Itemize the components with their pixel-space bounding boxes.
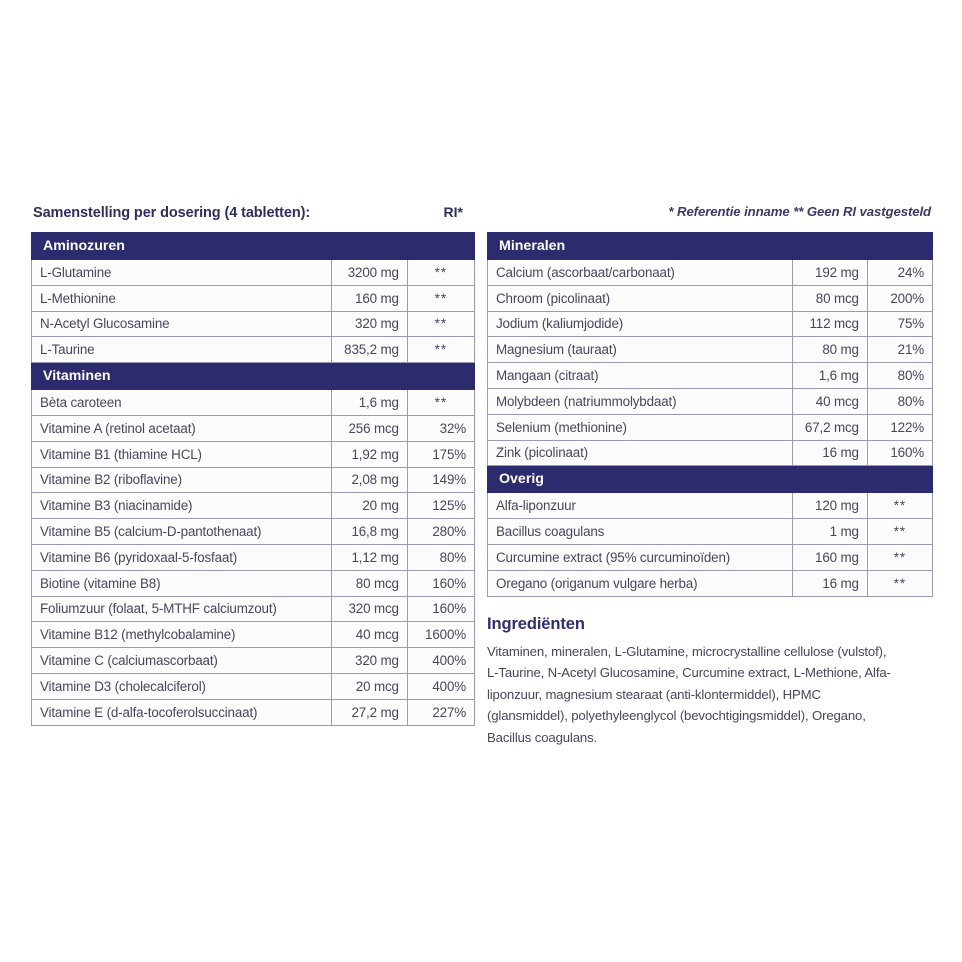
nutrient-ri-value: 80% xyxy=(407,544,474,570)
nutrient-amount: 3200 mg xyxy=(331,260,407,286)
table-row xyxy=(488,519,933,545)
nutrient-ri-value: ** xyxy=(867,570,932,596)
nutrient-amount: 835,2 mg xyxy=(331,337,407,363)
nutrient-ri-value: 125% xyxy=(407,493,474,519)
section-title: Overig xyxy=(488,466,933,493)
section-header-row xyxy=(32,363,475,390)
table-row xyxy=(32,596,475,622)
nutrient-ri-value: ** xyxy=(867,519,932,545)
nutrient-ri-value: ** xyxy=(867,493,932,519)
nutrient-amount: 320 mg xyxy=(331,648,407,674)
ingredients-heading: Ingrediënten xyxy=(487,614,585,633)
nutrient-ri-value: 400% xyxy=(407,673,474,699)
nutrient-name: Bèta caroteen xyxy=(32,390,332,416)
nutrient-ri-value: 149% xyxy=(407,467,474,493)
table-row xyxy=(488,388,933,414)
nutrient-ri-value: 227% xyxy=(407,699,474,725)
table-row xyxy=(32,519,475,545)
table-row xyxy=(32,415,475,441)
nutrient-ri-value: 122% xyxy=(867,414,932,440)
nutrient-amount: 16,8 mg xyxy=(331,519,407,545)
nutrient-ri-value: 80% xyxy=(867,363,932,389)
nutrient-amount: 160 mg xyxy=(792,544,867,570)
nutrient-name: L-Taurine xyxy=(32,337,332,363)
section-header-row xyxy=(488,466,933,493)
nutrient-amount: 2,08 mg xyxy=(331,467,407,493)
nutrient-amount: 1 mg xyxy=(792,519,867,545)
nutrient-name: Molybdeen (natriummolybdaat) xyxy=(488,388,793,414)
ri-column-label: RI* xyxy=(443,204,463,220)
nutrient-amount: 16 mg xyxy=(792,440,867,466)
section-title: Aminozuren xyxy=(32,233,475,260)
section-title: Vitaminen xyxy=(32,363,475,390)
nutrient-name: Alfa-liponzuur xyxy=(488,493,793,519)
nutrient-amount: 160 mg xyxy=(331,285,407,311)
nutrient-amount: 20 mcg xyxy=(331,673,407,699)
table-row xyxy=(32,570,475,596)
nutrient-amount: 120 mg xyxy=(792,493,867,519)
composition-title: Samenstelling per dosering (4 tabletten): xyxy=(33,205,311,221)
table-row xyxy=(488,414,933,440)
nutrient-name: Curcumine extract (95% curcuminoïden) xyxy=(488,544,793,570)
table-row xyxy=(32,337,475,363)
nutrient-amount: 67,2 mcg xyxy=(792,414,867,440)
table-row xyxy=(488,493,933,519)
nutrient-ri-value: 160% xyxy=(407,596,474,622)
nutrient-name: Vitamine B5 (calcium-D-pantothenaat) xyxy=(32,519,332,545)
table-row xyxy=(488,544,933,570)
table-row xyxy=(32,311,475,337)
table-row xyxy=(32,622,475,648)
nutrient-ri-value: 200% xyxy=(867,285,932,311)
ingredients-section xyxy=(487,615,933,749)
nutrient-name: Bacillus coagulans xyxy=(488,519,793,545)
right-caption-row xyxy=(487,204,933,232)
left-panel xyxy=(31,204,475,726)
nutrient-ri-value: 160% xyxy=(867,440,932,466)
nutrient-name: N-Acetyl Glucosamine xyxy=(32,311,332,337)
nutrient-ri-value: 400% xyxy=(407,648,474,674)
nutrient-amount: 20 mg xyxy=(331,493,407,519)
nutrient-name: Oregano (origanum vulgare herba) xyxy=(488,570,793,596)
nutrient-amount: 27,2 mg xyxy=(331,699,407,725)
table-row xyxy=(32,699,475,725)
table-row xyxy=(488,440,933,466)
nutrient-name: Vitamine A (retinol acetaat) xyxy=(32,415,332,441)
table-row xyxy=(488,285,933,311)
nutrient-ri-value: 80% xyxy=(867,388,932,414)
nutrient-name: Calcium (ascorbaat/carbonaat) xyxy=(488,260,793,286)
table-row xyxy=(488,337,933,363)
nutrient-amount: 80 mg xyxy=(792,337,867,363)
nutrient-name: Magnesium (tauraat) xyxy=(488,337,793,363)
nutrient-name: Vitamine D3 (cholecalciferol) xyxy=(32,673,332,699)
table-row xyxy=(32,285,475,311)
section-header-row xyxy=(488,233,933,260)
nutrient-ri-value: ** xyxy=(407,285,474,311)
nutrient-name: Vitamine B12 (methylcobalamine) xyxy=(32,622,332,648)
nutrient-name: Vitamine E (d-alfa-tocoferolsuccinaat) xyxy=(32,699,332,725)
nutrient-amount: 1,92 mg xyxy=(331,441,407,467)
nutrient-ri-value: 21% xyxy=(867,337,932,363)
nutrient-name: Vitamine B6 (pyridoxaal-5-fosfaat) xyxy=(32,544,332,570)
table-row xyxy=(32,467,475,493)
right-panel xyxy=(487,204,933,748)
nutrient-name: Jodium (kaliumjodide) xyxy=(488,311,793,337)
table-row xyxy=(32,390,475,416)
nutrient-name: Vitamine B3 (niacinamide) xyxy=(32,493,332,519)
nutrient-amount: 40 mcg xyxy=(792,388,867,414)
ingredients-body: Vitaminen, mineralen, L-Glutamine, microcrystalline cellulose (vulstof), L-Taurine, N-Acetyl Glucosamine, Curcumine extract, L-Methione, Alfa-liponzuur, magnesium stearaat (anti-klontermiddel), HPMC (glansmiddel), polyethyleenglycol (bevochtigingsmiddel), Oregano, Bacillus coagulans. xyxy=(487,643,891,745)
table-row xyxy=(488,570,933,596)
nutrient-amount: 112 mcg xyxy=(792,311,867,337)
nutrient-name: Selenium (methionine) xyxy=(488,414,793,440)
table-row xyxy=(488,311,933,337)
table-row xyxy=(32,493,475,519)
table-row xyxy=(488,260,933,286)
nutrient-ri-value: 175% xyxy=(407,441,474,467)
nutrient-amount: 16 mg xyxy=(792,570,867,596)
right-nutrition-table xyxy=(487,232,933,597)
nutrient-amount: 320 mcg xyxy=(331,596,407,622)
nutrient-name: Vitamine B1 (thiamine HCL) xyxy=(32,441,332,467)
nutrient-amount: 1,6 mg xyxy=(792,363,867,389)
nutrient-name: L-Methionine xyxy=(32,285,332,311)
table-row xyxy=(488,363,933,389)
table-row xyxy=(32,648,475,674)
nutrient-ri-value: 75% xyxy=(867,311,932,337)
nutrient-name: Zink (picolinaat) xyxy=(488,440,793,466)
nutrient-amount: 1,6 mg xyxy=(331,390,407,416)
nutrient-ri-value: 24% xyxy=(867,260,932,286)
nutrient-name: Vitamine C (calciumascorbaat) xyxy=(32,648,332,674)
nutrient-ri-value: 32% xyxy=(407,415,474,441)
table-row xyxy=(32,673,475,699)
nutrient-ri-value: ** xyxy=(407,390,474,416)
section-title: Mineralen xyxy=(488,233,933,260)
nutrient-name: Mangaan (citraat) xyxy=(488,363,793,389)
nutrient-ri-value: ** xyxy=(407,337,474,363)
nutrient-amount: 1,12 mg xyxy=(331,544,407,570)
nutrient-amount: 80 mcg xyxy=(792,285,867,311)
nutrient-name: L-Glutamine xyxy=(32,260,332,286)
nutrient-ri-value: ** xyxy=(867,544,932,570)
table-row xyxy=(32,441,475,467)
nutrient-amount: 256 mcg xyxy=(331,415,407,441)
nutrient-amount: 40 mcg xyxy=(331,622,407,648)
table-row xyxy=(32,544,475,570)
nutrient-name: Vitamine B2 (riboflavine) xyxy=(32,467,332,493)
left-nutrition-table xyxy=(31,232,475,726)
table-row xyxy=(32,260,475,286)
nutrient-name: Foliumzuur (folaat, 5-MTHF calciumzout) xyxy=(32,596,332,622)
nutrient-ri-value: ** xyxy=(407,311,474,337)
nutrient-ri-value: ** xyxy=(407,260,474,286)
nutrient-amount: 80 mcg xyxy=(331,570,407,596)
nutrient-amount: 192 mg xyxy=(792,260,867,286)
left-caption-row xyxy=(31,204,475,232)
nutrient-name: Chroom (picolinaat) xyxy=(488,285,793,311)
nutrient-ri-value: 160% xyxy=(407,570,474,596)
nutrient-ri-value: 280% xyxy=(407,519,474,545)
section-header-row xyxy=(32,233,475,260)
nutrient-name: Biotine (vitamine B8) xyxy=(32,570,332,596)
ri-footnote: * Referentie inname ** Geen RI vastgesteld xyxy=(668,204,931,219)
nutrient-amount: 320 mg xyxy=(331,311,407,337)
nutrient-ri-value: 1600% xyxy=(407,622,474,648)
